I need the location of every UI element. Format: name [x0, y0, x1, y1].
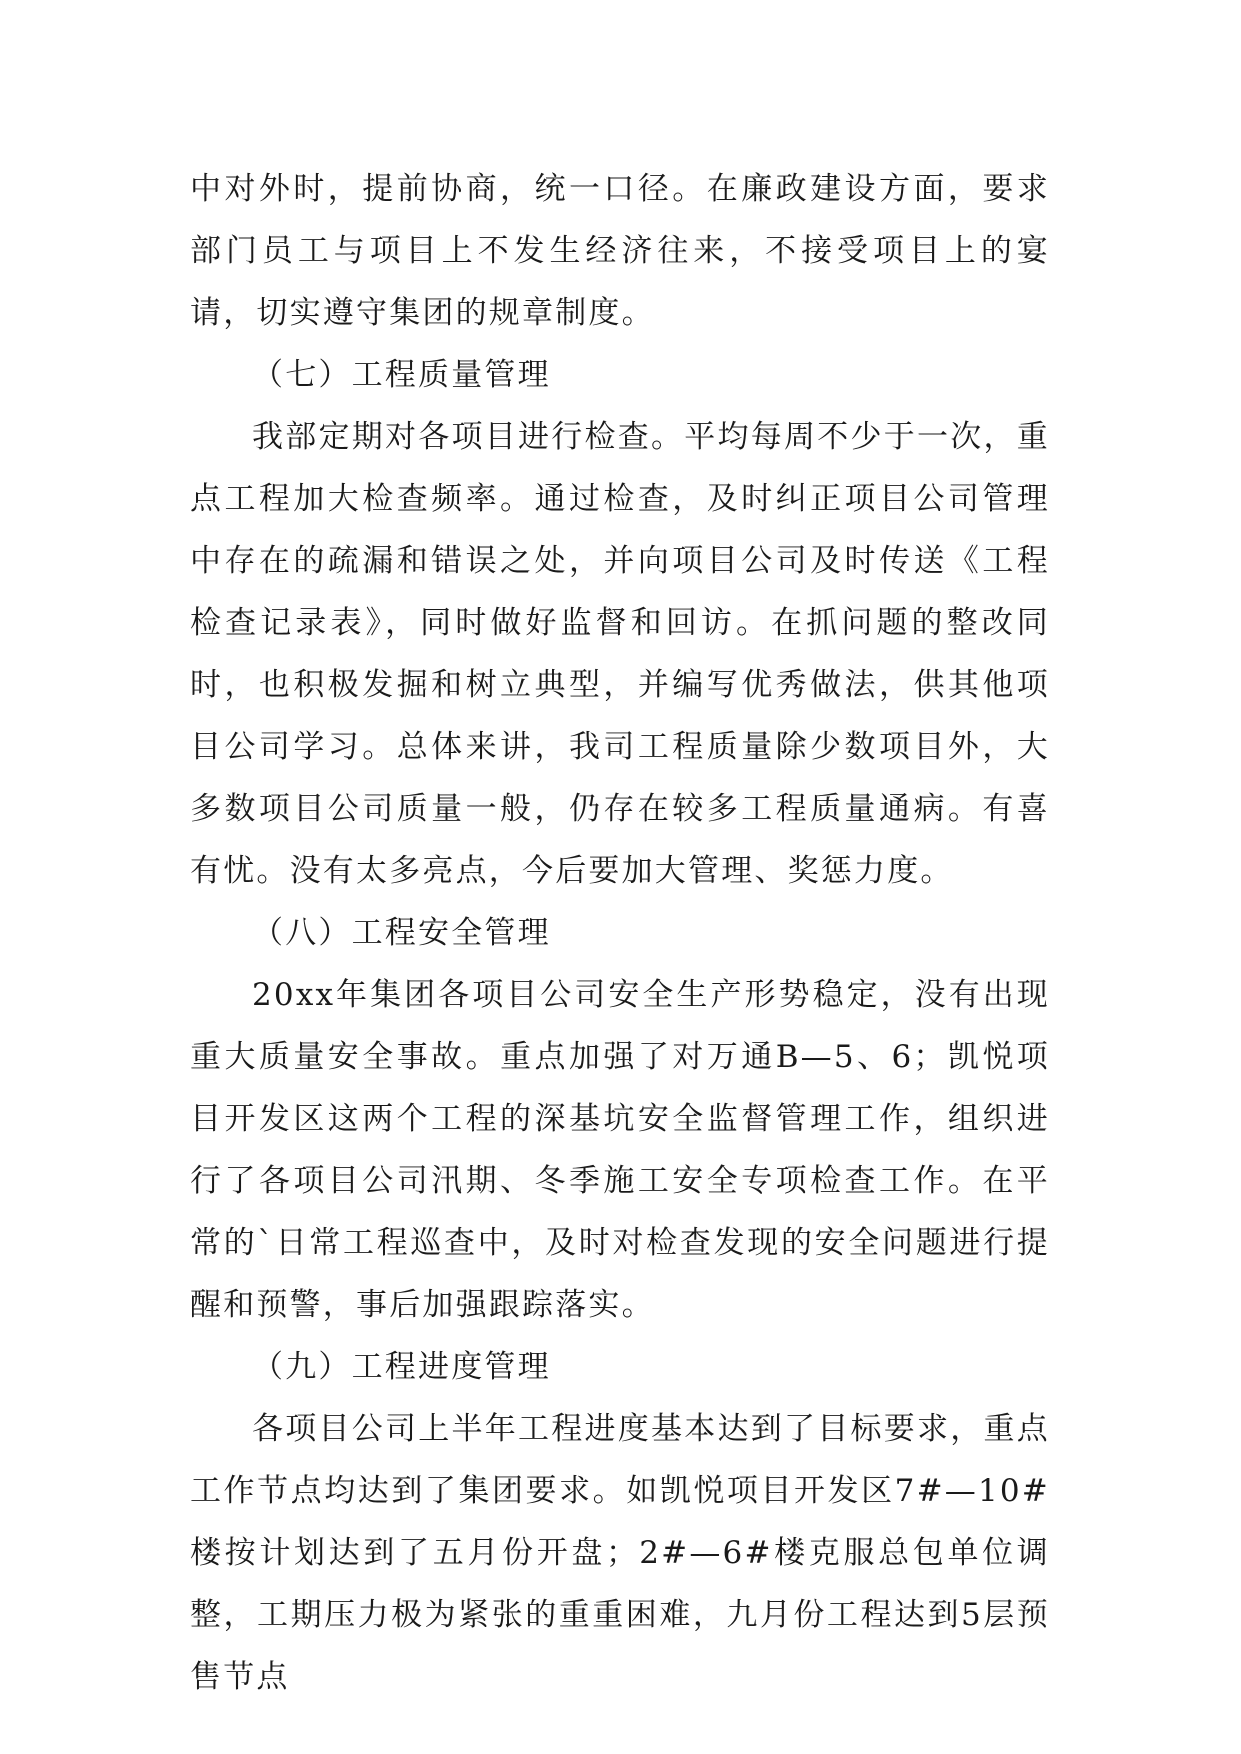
section-heading-7: （七）工程质量管理	[252, 357, 551, 393]
section-heading-9: （九）工程进度管理	[252, 1349, 551, 1385]
paragraph-continuation: 中对外时，提前协商，统一口径。在廉政建设方面，要求部门员工与项目上不发生经济往来，不接受项目上的宴请，切实遵守集团的规章制度。	[190, 171, 1050, 331]
paragraph-progress: 各项目公司上半年工程进度基本达到了目标要求，重点工作节点均达到了集团要求。如凯悦项目开发区7#—10#楼按计划达到了五月份开盘；2#—6#楼克服总包单位调整，工期压力极为紧张的重重困难，九月份工程达到5层预售节点	[190, 1411, 1050, 1695]
document-body	[190, 158, 1050, 1708]
paragraph-quality: 我部定期对各项目进行检查。平均每周不少于一次，重点工程加大检查频率。通过检查，及时纠正项目公司管理中存在的疏漏和错误之处，并向项目公司及时传送《工程检查记录表》，同时做好监督和回访。在抓问题的整改同时，也积极发掘和树立典型，并编写优秀做法，供其他项目公司学习。总体来讲，我司工程质量除少数项目外，大多数项目公司质量一般，仍存在较多工程质量通病。有喜有忧。没有太多亮点，今后要加大管理、奖惩力度。	[190, 419, 1050, 889]
paragraph-safety: 20xx年集团各项目公司安全生产形势稳定，没有出现重大质量安全事故。重点加强了对万通B—5、6；凯悦项目开发区这两个工程的深基坑安全监督管理工作，组织进行了各项目公司汛期、冬季施工安全专项检查工作。在平常的`日常工程巡查中，及时对检查发现的安全问题进行提醒和预警，事后加强跟踪落实。	[190, 977, 1050, 1323]
section-heading-8: （八）工程安全管理	[252, 915, 551, 951]
